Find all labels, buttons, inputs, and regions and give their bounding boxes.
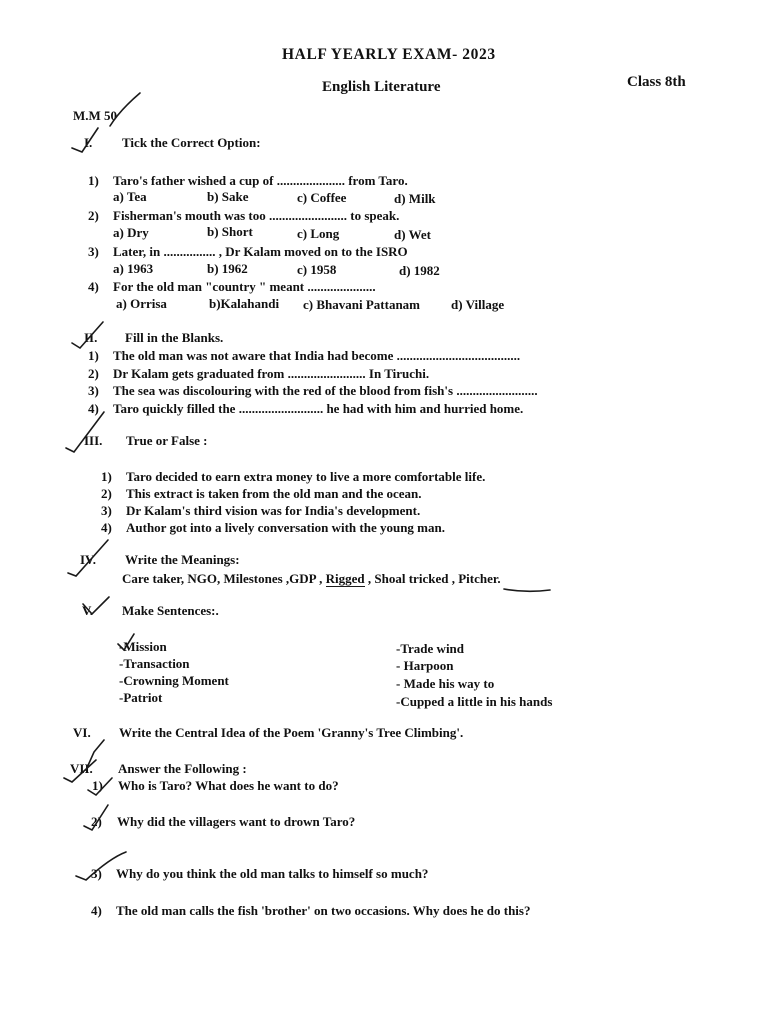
s1-q4-number: 4) bbox=[88, 279, 99, 294]
s1-q2-opt-b: b) Short bbox=[207, 224, 253, 239]
s3-q2-text: This extract is taken from the old man and the ocean. bbox=[126, 486, 422, 501]
section-5-heading: Make Sentences:. bbox=[122, 603, 219, 618]
s1-q4-opt-a: a) Orrisa bbox=[116, 296, 167, 311]
section-5-number: V. bbox=[82, 603, 93, 618]
section-3-heading: True or False : bbox=[126, 433, 208, 448]
section-6-heading: Write the Central Idea of the Poem 'Granny's Tree Climbing'. bbox=[119, 725, 464, 740]
s1-q3-opt-b: b) 1962 bbox=[207, 261, 248, 276]
sentence-word-right-2: - Harpoon bbox=[396, 658, 454, 673]
s7-q3-text: Why do you think the old man talks to himself so much? bbox=[116, 866, 429, 881]
section-4-heading: Write the Meanings: bbox=[125, 552, 240, 567]
s3-q2-number: 2) bbox=[101, 486, 112, 501]
s7-q2-number: 2) bbox=[91, 814, 102, 829]
s3-q1-number: 1) bbox=[101, 469, 112, 484]
s1-q3-opt-c: c) 1958 bbox=[297, 262, 337, 277]
section-6-number: VI. bbox=[73, 725, 91, 740]
s2-q1-number: 1) bbox=[88, 348, 99, 363]
s1-q4-opt-b: b)Kalahandi bbox=[209, 296, 280, 311]
s1-q1-number: 1) bbox=[88, 173, 99, 188]
s1-q1-opt-b: b) Sake bbox=[207, 189, 249, 204]
s7-q1-text: Who is Taro? What does he want to do? bbox=[118, 778, 339, 793]
s1-q4-opt-d: d) Village bbox=[451, 297, 505, 312]
underline-pitcher bbox=[504, 589, 550, 591]
s1-q1-opt-c: c) Coffee bbox=[297, 190, 347, 205]
s1-q2-text: Fisherman's mouth was too ........................ to speak. bbox=[113, 208, 400, 223]
s1-q2-opt-a: a) Dry bbox=[113, 225, 149, 240]
s1-q1-opt-a: a) Tea bbox=[113, 189, 147, 204]
exam-title: HALF YEARLY EXAM- 2023 bbox=[282, 46, 496, 63]
s3-q1-text: Taro decided to earn extra money to live a more comfortable life. bbox=[126, 469, 486, 484]
s3-q4-text: Author got into a lively conversation with the young man. bbox=[126, 520, 445, 535]
sentence-word-left-1: -Mission bbox=[119, 639, 167, 654]
s1-q3-opt-d: d) 1982 bbox=[399, 263, 440, 278]
section-3-number: III. bbox=[84, 433, 103, 448]
section-2-number: II. bbox=[84, 330, 98, 345]
s7-q2-text: Why did the villagers want to drown Taro? bbox=[117, 814, 356, 829]
sentence-word-left-2: -Transaction bbox=[119, 656, 190, 671]
s2-q4-number: 4) bbox=[88, 401, 99, 416]
section-4-number: IV. bbox=[80, 552, 97, 567]
s1-q1-text: Taro's father wished a cup of ..................... from Taro. bbox=[113, 173, 408, 188]
s7-q3-number: 3) bbox=[91, 866, 102, 881]
section-7-heading: Answer the Following : bbox=[118, 761, 247, 776]
s2-q3-number: 3) bbox=[88, 383, 99, 398]
s3-q4-number: 4) bbox=[101, 520, 112, 535]
s1-q2-opt-c: c) Long bbox=[297, 226, 340, 241]
s2-q3-text: The sea was discolouring with the red of the blood from fish's ......................... bbox=[113, 383, 538, 398]
s7-q4-text: The old man calls the fish 'brother' on two occasions. Why does he do this? bbox=[116, 903, 531, 918]
s1-q3-opt-a: a) 1963 bbox=[113, 261, 154, 276]
sentence-word-right-4: -Cupped a little in his hands bbox=[396, 694, 553, 709]
s3-q3-number: 3) bbox=[101, 503, 112, 518]
section-1-heading: Tick the Correct Option: bbox=[122, 135, 261, 150]
s1-q1-opt-d: d) Milk bbox=[394, 191, 436, 206]
s2-q4-text: Taro quickly filled the .......................... he had with him and hurried home. bbox=[113, 401, 524, 416]
meanings-word-rigged: Rigged bbox=[325, 571, 365, 586]
s1-q3-number: 3) bbox=[88, 244, 99, 259]
s2-q2-text: Dr Kalam gets graduated from ........................ In Tiruchi. bbox=[113, 366, 430, 381]
section-1-number: I. bbox=[84, 135, 93, 150]
class-label: Class 8th bbox=[627, 74, 686, 90]
s1-q3-text: Later, in ................ , Dr Kalam moved on to the ISRO bbox=[113, 244, 408, 259]
s1-q4-opt-c: c) Bhavani Pattanam bbox=[303, 297, 420, 312]
s2-q1-text: The old man was not aware that India had become ...................................... bbox=[113, 348, 521, 363]
sentence-word-left-4: -Patriot bbox=[119, 690, 163, 705]
section-7-number: VII. bbox=[70, 761, 93, 776]
meanings-words bbox=[122, 571, 501, 587]
s7-q4-number: 4) bbox=[91, 903, 102, 918]
sentence-word-right-1: -Trade wind bbox=[396, 641, 465, 656]
s1-q4-text: For the old man "country " meant ..................... bbox=[113, 279, 376, 294]
s7-q1-number: 1) bbox=[92, 778, 103, 793]
subject-title: English Literature bbox=[322, 79, 441, 95]
s1-q2-opt-d: d) Wet bbox=[394, 227, 431, 242]
max-marks: M.M 50 bbox=[73, 108, 118, 123]
s3-q3-text: Dr Kalam's third vision was for India's development. bbox=[126, 503, 421, 518]
s2-q2-number: 2) bbox=[88, 366, 99, 381]
section-2-heading: Fill in the Blanks. bbox=[125, 330, 224, 345]
meanings-words-plain: Care taker, NGO, Milestones ,GDP , bbox=[122, 571, 323, 586]
sentence-word-right-3: - Made his way to bbox=[396, 676, 495, 691]
meanings-word-pitcher: Pitcher. bbox=[458, 571, 501, 586]
sentence-word-left-3: -Crowning Moment bbox=[119, 673, 229, 688]
meanings-words-mid: , Shoal tricked , bbox=[367, 571, 455, 586]
s1-q2-number: 2) bbox=[88, 208, 99, 223]
